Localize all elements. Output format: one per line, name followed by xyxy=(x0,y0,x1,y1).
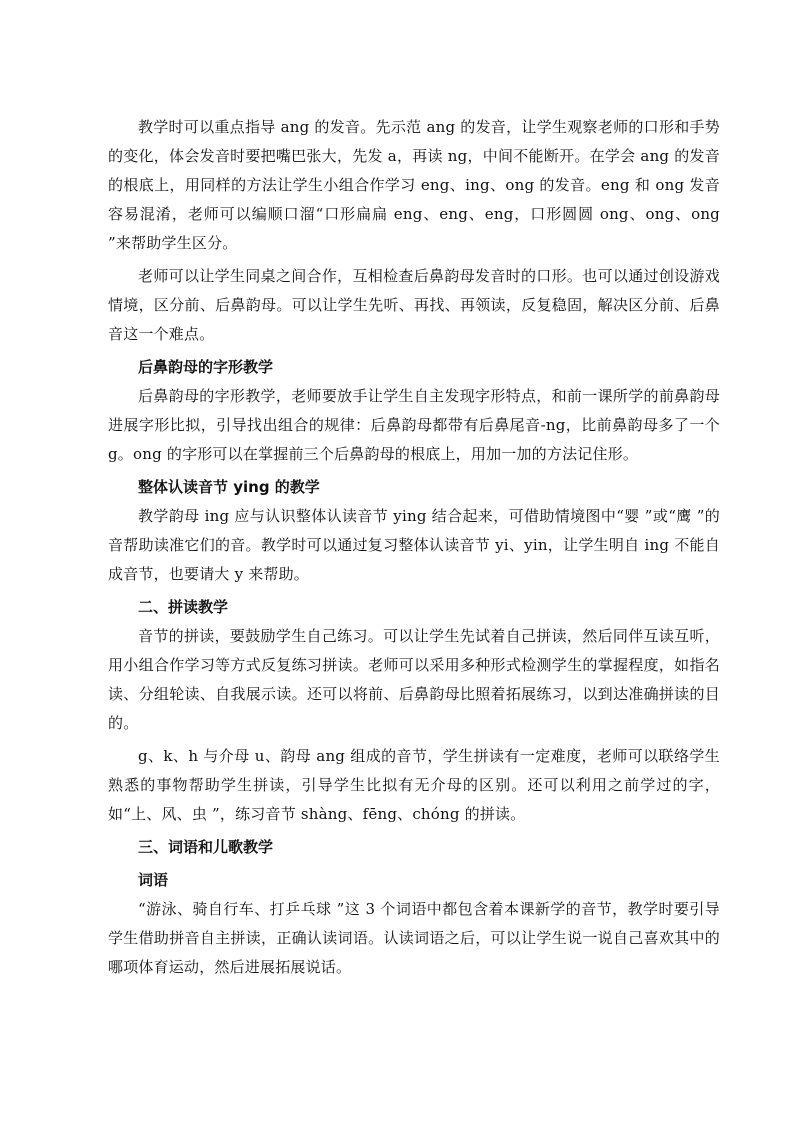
paragraph-syllable-spelling: 音节的拼读，要鼓励学生自己练习。可以让学生先试着自己拼读，然后同伴互读互听，用小组合作学习等方式反复练习拼读。老师可以采用多种形式检测学生的掌握程度，如指名读、分组轮读、自我展示读。还可以将前、后鼻韵母比照着拓展练习，以到达准确拼读的目的。 xyxy=(108,627,720,732)
heading-ying-syllable: 整体认读音节 ying 的教学 xyxy=(138,478,320,496)
heading-back-nasal-shape: 后鼻韵母的字形教学 xyxy=(138,358,274,376)
paragraph-back-nasal-shape: 后鼻韵母的字形教学，老师要放手让学生自主发现字形特点，和前一课所学的前鼻韵母进展字形比拟，引导找出组合的规律：后鼻韵母都带有后鼻尾音-ng，比前鼻韵母多了一个 g。ong 的字形可以在掌握前三个后鼻韵母的根底上，用加一加的方法记住形。 xyxy=(108,387,720,463)
paragraph-desk-mate-practice: 老师可以让学生同桌之间合作，互相检查后鼻韵母发音时的口形。也可以通过创设游戏情境，区分前、后鼻韵母。可以让学生先听、再找、再领读，反复稳固，解决区分前、后鼻音这一个难点。 xyxy=(108,267,720,343)
paragraph-words: “游泳、骑自行车、打乒乓球 ”这 3 个词语中都包含着本课新学的音节，教学时要引导学生借助拼音自主拼读，正确认读词语。认读词语之后，可以让学生说一说自己喜欢其中的哪项体育运动，然后进展拓展说话。 xyxy=(108,900,720,976)
heading-spelling-teaching: 二、拼读教学 xyxy=(138,598,229,616)
document-body xyxy=(108,113,720,982)
heading-words: 词语 xyxy=(138,871,169,889)
heading-words-and-rhymes: 三、词语和儿歌教学 xyxy=(138,838,274,856)
paragraph-ang-pronunciation: 教学时可以重点指导 ang 的发音。先示范 ang 的发音，让学生观察老师的口形和手势的变化，体会发音时要把嘴巴张大，先发 a，再读 ng，中间不能断开。在学会 ang 的发音的根底上，用同样的方法让学生小组合作学习 eng、ing、ong 的发音。eng 和 ong 发音容易混淆，老师可以编顺口溜“口形扁扁 eng、eng、eng，口形圆圆 ong、ong、ong ”来帮助学生区分。 xyxy=(108,118,720,252)
paragraph-ying-syllable: 教学韵母 ing 应与认识整体认读音节 ying 结合起来，可借助情境图中“婴 ”或“鹰 ”的音帮助读准它们的音。教学时可以通过复习整体认读音节 yi、yin，让学生明自 ing 不能自成音节，也要请大 y 来帮助。 xyxy=(108,507,720,583)
paragraph-gkh-spelling: g、k、h 与介母 u、韵母 ang 组成的音节，学生拼读有一定难度，老师可以联络学生熟悉的事物帮助学生拼读，引导学生比拟有无介母的区别。还可以利用之前学过的字，如“上、风、虫 ”，练习音节 shàng、fēng、chóng 的拼读。 xyxy=(108,747,720,823)
